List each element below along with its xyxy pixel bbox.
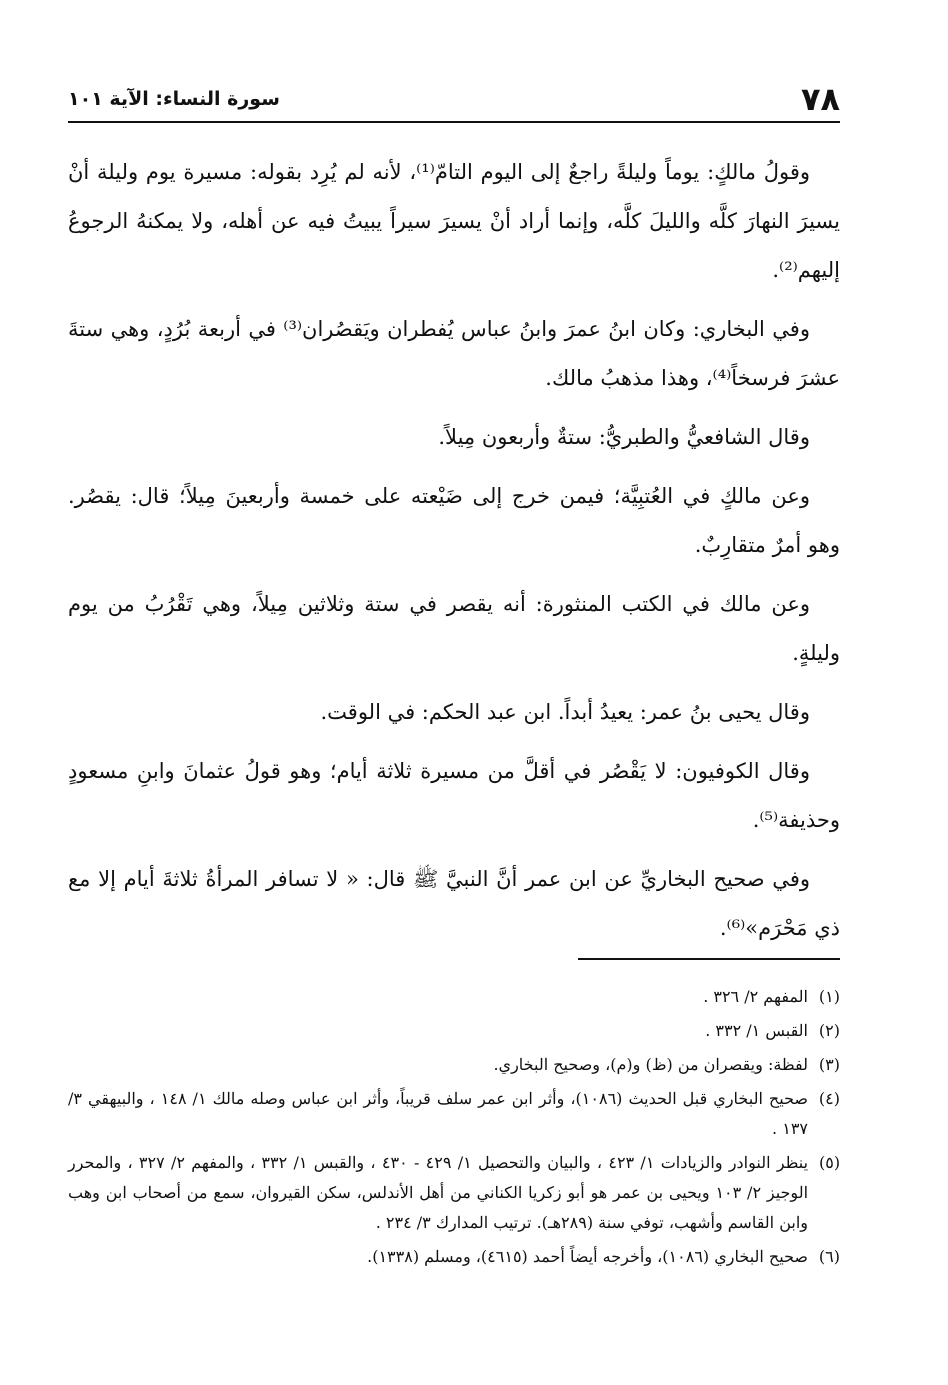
footnote	[68, 1016, 840, 1046]
footnote-number: (١)	[818, 987, 840, 1006]
paragraph: وعن مالكٍ في العُتبِيَّة؛ فيمن خرج إلى ضَيْعته على خمسة وأربعينَ مِيلاً؛ قال: يقصُر. وهو أمرٌ متقارِبٌ.	[68, 484, 840, 557]
footnote	[68, 982, 840, 1012]
paragraph: وفي صحيح البخاريِّ عن ابن عمر أنَّ النبيَّ ﷺ قال: « لا تسافر المرأةُ ثلاثةَ أيام إلا مع ذي مَحْرَم»⁽⁶⁾.	[68, 867, 840, 940]
page-header	[68, 80, 840, 120]
footnote-rule	[578, 958, 840, 960]
footnote	[68, 1242, 840, 1272]
page-number: ٧٨	[800, 80, 840, 118]
paragraph: وقولُ مالكٍ: يوماً وليلةً راجعٌ إلى اليوم التامّ⁽¹⁾، لأنه لم يُرِد بقوله: مسيرة يوم وليلة أنْ يسيرَ النهارَ كلَّه والليلَ كلَّه، وإنما أراد أنْ يسيرَ سيراً يبيتُ فيه عن أهله، ولا يمكنهُ الرجوعُ إليهم⁽²⁾.	[68, 160, 840, 282]
footnote	[68, 1148, 840, 1238]
footnote	[68, 1084, 840, 1144]
footnote-text: صحيح البخاري قبل الحديث (١٠٨٦)، وأثر ابن عمر سلف قريباً، وأثر ابن عباس وصله مالك ١/ ١٤٨ ، والبيهقي ٣/ ١٣٧ .	[68, 1089, 809, 1138]
footnote-text: المفهم ٢/ ٣٢٦ .	[703, 987, 808, 1006]
header-rule	[68, 121, 840, 123]
paragraph: وقال يحيى بنُ عمر: يعيدُ أبداً. ابن عبد الحكم: في الوقت.	[320, 700, 810, 724]
paragraph: وعن مالك في الكتب المنثورة: أنه يقصر في ستة وثلاثين مِيلاً، وهي تَقْرُبُ من يوم وليلةٍ.	[68, 592, 840, 665]
footnote-number: (٢)	[818, 1021, 840, 1040]
footnote-text: صحيح البخاري (١٠٨٦)، وأخرجه أيضاً أحمد (٤٦١٥)، ومسلم (١٣٣٨).	[367, 1247, 808, 1266]
running-title: سورة النساء: الآية ١٠١	[68, 88, 280, 110]
footnote-number: (٥)	[818, 1153, 841, 1172]
paragraph: وفي البخاري: وكان ابنُ عمرَ وابنُ عباس يُفطران ويَقصُران⁽³⁾ في أربعة بُرُدٍ، وهي ستةَ عشرَ فرسخاً⁽⁴⁾، وهذا مذهبُ مالك.	[68, 317, 840, 390]
footnote-text: ينظر النوادر والزيادات ١/ ٤٢٣ ، والبيان والتحصيل ١/ ٤٢٩ - ٤٣٠ ، والقبس ١/ ٣٣٢ ، والمفهم ٢/ ٣٢٧ ، والمحرر الوجيز ٢/ ١٠٣ ويحيى بن عمر هو أبو زكريا الكناني من أهل الأندلس، سكن القيروان، سمع من أصحاب ابن وهب وابن القاسم وأشهب، توفي سنة (٢٨٩هـ). ترتيب المدارك ٣/ ٢٣٤ .	[68, 1153, 809, 1232]
paragraph: وقال الشافعيُّ والطبريُّ: ستةٌ وأربعون مِيلاً.	[438, 425, 810, 449]
footnote-text: القبس ١/ ٣٣٢ .	[705, 1021, 808, 1040]
footnote	[68, 1050, 840, 1080]
footnote-number: (٦)	[818, 1247, 840, 1266]
main-text	[68, 148, 840, 963]
footnote-number: (٤)	[818, 1089, 841, 1108]
footnotes	[68, 982, 840, 1276]
paragraph: وقال الكوفيون: لا يَقْصُر في أقلَّ من مسيرة ثلاثة أيام؛ وهو قولُ عثمانَ وابنِ مسعودٍ وحذيفة⁽⁵⁾.	[68, 759, 840, 832]
footnote-text: لفظة: ويقصران من (ظ) و(م)، وصحيح البخاري.	[493, 1055, 808, 1074]
footnote-number: (٣)	[818, 1055, 840, 1074]
